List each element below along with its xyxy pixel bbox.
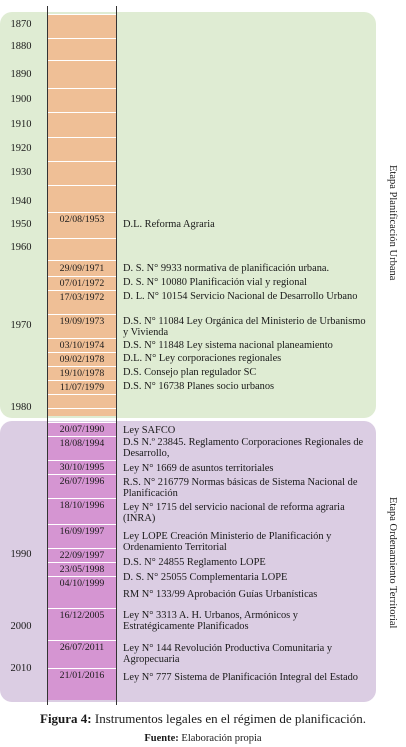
event-date: 26/07/2011 — [59, 642, 105, 653]
date-cell-divider — [48, 548, 116, 549]
figure-source — [0, 733, 406, 744]
year-label: 1890 — [10, 69, 32, 80]
event-date: 23/05/1998 — [59, 563, 105, 575]
date-cell — [48, 161, 116, 185]
event-description: D.S. N° 11084 Ley Orgánica del Ministerio de Urbanismo y Vivienda — [123, 316, 366, 339]
event-date: 16/09/1997 — [59, 526, 105, 537]
year-label: 2000 — [10, 621, 32, 632]
event-date: 29/09/1971 — [59, 262, 105, 274]
date-cell-divider — [48, 290, 116, 291]
date-cell-divider — [48, 524, 116, 525]
date-cell-divider — [48, 460, 116, 461]
year-label: 1880 — [10, 41, 32, 52]
date-cell-divider — [48, 422, 116, 423]
year-label: 2010 — [10, 663, 32, 674]
axis-line-left — [47, 6, 48, 705]
caption-label: Figura 4: — [40, 711, 92, 726]
year-label: 1920 — [10, 143, 32, 154]
date-cell-divider — [48, 576, 116, 577]
source-label: Fuente: — [144, 733, 179, 744]
event-description: D.S N.º 23845. Reglamento Corporaciones Regionales de Desarrollo, — [123, 437, 364, 460]
date-cell-divider — [48, 260, 116, 261]
date-cell — [48, 112, 116, 137]
date-cell — [48, 88, 116, 112]
date-cell — [48, 394, 116, 408]
date-cell — [48, 137, 116, 161]
event-description: RM N° 133/99 Aprobación Guías Urbanísticas — [123, 589, 318, 600]
event-description: R.S. N° 216779 Normas básicas de Sistema Nacional de Planificación — [123, 477, 358, 500]
date-cell — [48, 408, 116, 416]
date-cell — [48, 185, 116, 212]
date-cell-divider — [48, 562, 116, 563]
date-cell-divider — [48, 608, 116, 609]
event-description: D.L. Reforma Agraria — [123, 219, 215, 230]
event-description: Ley N° 3313 A. H. Urbanos, Armónicos y Estratégicamente Planificados — [123, 610, 299, 633]
year-label: 1940 — [10, 196, 32, 207]
event-date: 04/10/1999 — [59, 578, 105, 589]
date-cell-divider — [48, 498, 116, 499]
axis-line-right — [116, 6, 117, 705]
stage-label-ordenamiento: Etapa Ordenamiento Territorial — [387, 497, 398, 629]
event-date: 18/10/1996 — [59, 500, 105, 511]
figure-caption — [0, 711, 406, 727]
date-cell — [48, 38, 116, 60]
date-cell-divider — [48, 352, 116, 353]
date-cell-divider — [48, 640, 116, 641]
date-cell-divider — [48, 436, 116, 437]
event-date: 02/08/1953 — [59, 214, 105, 225]
event-description: Ley N° 1669 de asuntos territoriales — [123, 463, 274, 474]
date-cell-divider — [48, 474, 116, 475]
event-date: 18/08/1994 — [59, 438, 105, 449]
event-date: 21/01/2016 — [59, 670, 105, 681]
event-description: D.S. N° 24855 Reglamento LOPE — [123, 557, 266, 568]
date-cell — [48, 60, 116, 88]
year-label: 1950 — [10, 219, 32, 230]
event-description: Ley N° 1715 del servicio nacional de reforma agraria (INRA) — [123, 502, 345, 525]
event-description: Ley N° 777 Sistema de Planificación Integral del Estado — [123, 672, 358, 683]
date-cell — [48, 14, 116, 38]
event-description: Ley LOPE Creación Ministerio de Planificación y Ordenamiento Territorial — [123, 531, 332, 554]
event-description: D. L. N° 10154 Servicio Nacional de Desarrollo Urbano — [123, 291, 358, 302]
stage-label-planificacion: Etapa Planificación Urbana — [387, 165, 398, 281]
date-cell-divider — [48, 668, 116, 669]
event-description: D. S. N° 25055 Complementaria LOPE — [123, 572, 288, 583]
date-cell-divider — [48, 338, 116, 339]
event-description: D.S. N° 11848 Ley sistema nacional planeamiento — [123, 340, 333, 351]
year-label: 1980 — [10, 402, 32, 413]
date-cell — [48, 238, 116, 260]
date-cell-divider — [48, 314, 116, 315]
year-label: 1900 — [10, 94, 32, 105]
event-date: 03/10/1974 — [59, 339, 105, 351]
event-date: 30/10/1995 — [59, 461, 105, 473]
event-description: D.S. N° 16738 Planes socio urbanos — [123, 381, 275, 392]
event-description: D.S. Consejo plan regulador SC — [123, 367, 257, 378]
date-cell-divider — [48, 212, 116, 213]
date-cell-divider — [48, 276, 116, 277]
event-description: Ley N° 144 Revolución Productiva Comunitaria y Agropecuaria — [123, 643, 333, 666]
event-description: D.L. N° Ley corporaciones regionales — [123, 353, 282, 364]
event-date: 20/07/1990 — [59, 423, 105, 435]
event-date: 26/07/1996 — [59, 476, 105, 487]
date-cell-divider — [48, 380, 116, 381]
year-label: 1930 — [10, 167, 32, 178]
event-date: 07/01/1972 — [59, 277, 105, 289]
date-cell-divider — [48, 366, 116, 367]
year-label: 1910 — [10, 119, 32, 130]
year-label: 1970 — [10, 320, 32, 331]
event-description: D. S. N° 10080 Planificación vial y regional — [123, 277, 307, 288]
event-description: Ley SAFCO — [123, 425, 176, 436]
caption-text: Instrumentos legales en el régimen de planificación. — [91, 711, 366, 726]
year-label: 1990 — [10, 549, 32, 560]
event-date: 11/07/1979 — [59, 381, 105, 393]
event-date: 22/09/1997 — [59, 549, 105, 561]
event-date: 19/09/1973 — [59, 316, 105, 327]
event-description: D. S. N° 9933 normativa de planificación urbana. — [123, 263, 330, 274]
year-label: 1960 — [10, 242, 32, 253]
source-text: Elaboración propia — [178, 733, 262, 744]
year-label: 1870 — [10, 19, 32, 30]
event-date: 19/10/1978 — [59, 367, 105, 379]
event-date: 17/03/1972 — [59, 292, 105, 303]
event-date: 09/02/1978 — [59, 353, 105, 365]
event-date: 16/12/2005 — [59, 610, 105, 621]
